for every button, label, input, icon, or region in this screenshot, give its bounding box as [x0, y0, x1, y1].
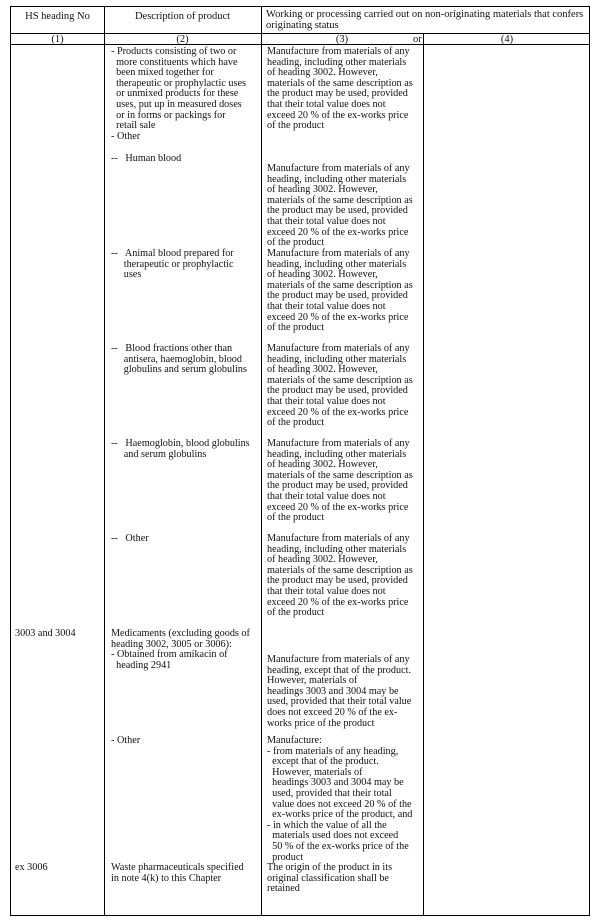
- column-number-2: (2): [176, 34, 189, 45]
- column-divider-3: [423, 33, 424, 915]
- rule-cell: Manufacture from materials of any heading, including other materials of heading 3002. However, materials of the same description as the product may be used, provided that their total value does not exceed 20 % of the ex-works price of the product: [267, 163, 413, 249]
- rule-cell: Manufacture from materials of any heading, except that of the product. However, materials of headings 3003 and 3004 may be used, provided that their total value does not exceed 20 % of the ex- works price of the product: [267, 654, 412, 729]
- rule-cell: Manufacture from materials of any heading, including other materials of heading 3002. However, materials of the same description as the product may be used, provided that their total value does not exceed 20 % of the ex-works price of the product: [267, 248, 413, 334]
- description-cell: -- Other: [111, 533, 149, 544]
- column-number-3: (3): [335, 34, 349, 45]
- header-hs-heading: HS heading No: [25, 11, 90, 22]
- hs-heading-cell: 3003 and 3004: [15, 628, 76, 639]
- column-or-label: or: [413, 34, 422, 45]
- rules-of-origin-table: [10, 6, 590, 916]
- hs-heading-cell: ex 3006: [15, 862, 48, 873]
- description-cell: -- Human blood: [111, 153, 182, 164]
- header-working-processing: Working or processing carried out on non-originating materials that confers originating status: [266, 9, 584, 31]
- column-number-1: (1): [51, 34, 64, 45]
- column-number-4: (4): [500, 34, 514, 45]
- description-cell: Waste pharmaceuticals specified in note 4(k) to this Chapter: [111, 862, 244, 884]
- rule-cell: Manufacture from materials of any heading, including other materials of heading 3002. However, materials of the same description as the product may be used, provided that their total value does not exceed 20 % of the ex-works price of the product: [267, 343, 413, 429]
- rule-cell: Manufacture from materials of any heading, including other materials of heading 3002. However, materials of the same description as the product may be used, provided that their total value does not exceed 20 % of the ex-works price of the product: [267, 46, 413, 132]
- description-cell: -- Blood fractions other than antisera, haemoglobin, blood globulins and serum globulins: [111, 343, 247, 376]
- description-cell: -- Haemoglobin, blood globulins and serum globulins: [111, 438, 250, 460]
- column-divider-1: [104, 7, 105, 915]
- rule-cell: The origin of the product in its original classification shall be retained: [267, 862, 393, 895]
- rule-cell: Manufacture: - from materials of any heading, except that of the product. However, materials of headings 3003 and 3004 may be used, provided that their total value does not exceed 20 % of the ex-works price of the product, and - in which the value of all the materials used does not exceed 50 % of the ex-works price of the product: [267, 735, 413, 863]
- description-cell: -- Animal blood prepared for therapeutic or prophylactic uses: [111, 248, 234, 281]
- column-divider-2: [261, 7, 262, 915]
- header-description: Description of product: [134, 11, 231, 22]
- rule-cell: Manufacture from materials of any heading, including other materials of heading 3002. However, materials of the same description as the product may be used, provided that their total value does not exceed 20 % of the ex-works price of the product: [267, 438, 413, 524]
- description-cell: - Other: [111, 735, 141, 746]
- rule-cell: Manufacture from materials of any heading, including other materials of heading 3002. However, materials of the same description as the product may be used, provided that their total value does not exceed 20 % of the ex-works price of the product: [267, 533, 413, 619]
- description-cell: - Products consisting of two or more constituents which have been mixed together for therapeutic or prophylactic uses or unmixed products for these uses, put up in measured doses or in forms or packings for retail sale - Other: [111, 46, 246, 142]
- description-cell: Medicaments (excluding goods of heading 3002, 3005 or 3006): - Obtained from amikacin of heading 2941: [111, 628, 250, 671]
